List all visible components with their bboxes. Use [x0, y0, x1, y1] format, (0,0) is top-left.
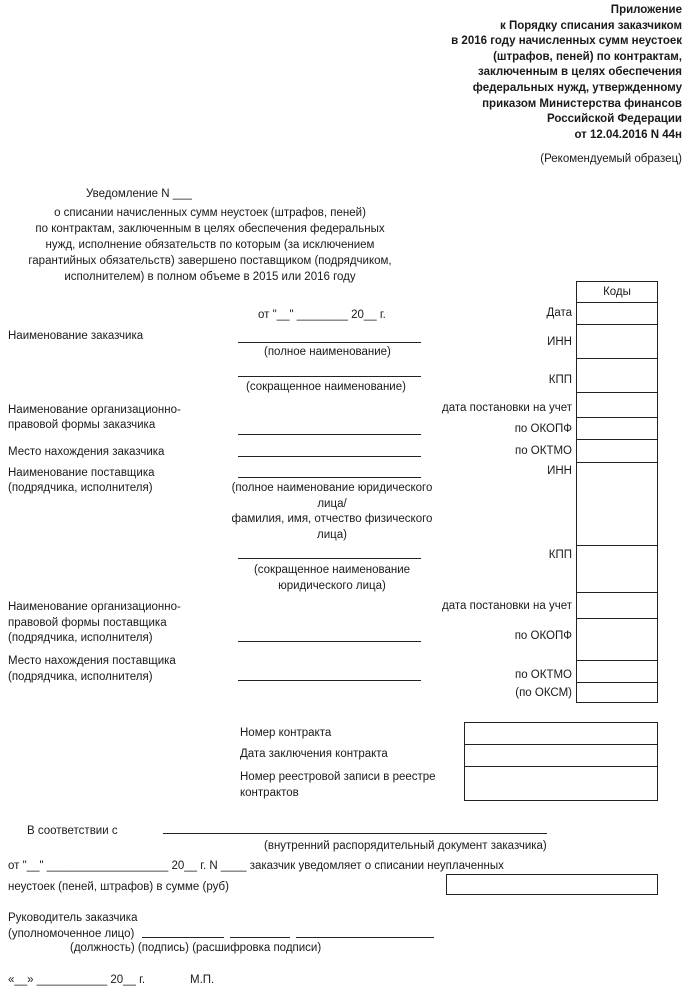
- codes-row-divider: [577, 618, 657, 619]
- appendix-line: в 2016 году начисленных сумм неустоек: [451, 35, 682, 48]
- notice-title: Уведомление N ___: [86, 188, 192, 200]
- label-line: Наименование организационно-: [8, 601, 181, 613]
- notice-date: от "__" ________ 20__ г.: [258, 309, 386, 321]
- customer-location-label: Место нахождения заказчика: [8, 446, 165, 458]
- customer-opf-label: [8, 403, 181, 433]
- short-name-caption: (сокращенное наименование): [246, 381, 406, 393]
- codes-row-divider: [577, 462, 657, 463]
- notice-line: нужд, исполнение обязательств по которым (за исключением: [45, 239, 375, 251]
- appendix-line: Российской Федерации: [546, 113, 682, 126]
- notice-line: гарантийных обязательств) завершено поставщиком (подрядчиком,: [28, 255, 392, 267]
- supplier-full-caption: [218, 481, 446, 543]
- code-label-inn: ИНН: [547, 336, 572, 348]
- supplier-short-name-line: [238, 558, 421, 559]
- label-line: Наименование поставщика: [8, 467, 155, 479]
- penalties-sum-box: [446, 874, 658, 895]
- appendix-line: заключенным в целях обеспечения: [478, 66, 682, 79]
- codes-row-divider: [577, 324, 657, 325]
- contract-number-label: Номер контракта: [240, 727, 332, 739]
- code-label-date: Дата: [546, 307, 572, 319]
- codes-header: Коды: [603, 286, 631, 298]
- caption-line: лица): [317, 528, 347, 541]
- supplier-location-line: [238, 680, 421, 681]
- appendix-line: федеральных нужд, утвержденному: [472, 81, 682, 94]
- code-label-okopf: по ОКОПФ: [514, 423, 572, 435]
- label-line: Руководитель заказчика: [8, 912, 138, 924]
- customer-location-line: [238, 456, 421, 457]
- label-line: (уполномоченное лицо): [8, 927, 135, 940]
- code-label-kpp: КПП: [548, 374, 572, 386]
- code-label-okopf-supplier: по ОКОПФ: [514, 630, 572, 642]
- label-line: (подрядчика, исполнителя): [8, 482, 153, 494]
- appendix-line: (штрафов, пеней) по контрактам,: [493, 50, 682, 63]
- codes-row-divider: [577, 417, 657, 418]
- full-name-caption: (полное наименование): [264, 346, 391, 358]
- internal-doc-caption: (внутренний распорядительный документ заказчика): [264, 840, 547, 852]
- codes-row-divider: [577, 392, 657, 393]
- notice-body: [10, 205, 410, 285]
- codes-row-divider: [577, 302, 657, 303]
- codes-row-divider: [577, 439, 657, 440]
- code-label-registration: дата постановки на учет: [442, 402, 572, 414]
- signature-line-decode: [296, 937, 434, 938]
- codes-row-divider: [577, 545, 657, 546]
- customer-opf-line: [238, 434, 421, 435]
- code-label-registration-supplier: дата постановки на учет: [442, 600, 572, 612]
- bottom-date: «__» ___________ 20__ г.: [8, 974, 146, 986]
- supplier-location-label: [8, 654, 176, 685]
- label-line: (подрядчика, исполнителя): [8, 670, 153, 683]
- supplier-short-caption: [218, 563, 446, 594]
- caption-line: (полное наименование юридического: [231, 482, 433, 494]
- code-label-kpp-supplier: КПП: [548, 549, 572, 561]
- appendix-header: [451, 3, 682, 143]
- label-line: Номер реестровой записи в реестре: [240, 771, 436, 783]
- notice-line: по контрактам, заключенным в целях обеспечения федеральных: [35, 223, 385, 235]
- codes-table: [576, 281, 658, 703]
- label-line: Место нахождения поставщика: [8, 655, 176, 667]
- caption-line: лица/: [317, 497, 347, 510]
- internal-doc-line: [163, 833, 547, 834]
- notification-line: от "__" ___________________ 20__ г. N ____ заказчик уведомляет о списании неуплаченных: [8, 860, 504, 872]
- label-line: правовой формы заказчика: [8, 419, 156, 431]
- caption-line: (сокращенное наименование: [253, 564, 411, 576]
- customer-full-name-line: [238, 342, 421, 343]
- codes-row-divider: [577, 358, 657, 359]
- contract-registry-label: [240, 769, 436, 801]
- supplier-full-name-line: [238, 477, 421, 478]
- head-label: [8, 911, 138, 942]
- label-line: контрактов: [240, 787, 299, 799]
- label-line: Наименование организационно-: [8, 404, 181, 416]
- codes-row-divider: [577, 660, 657, 661]
- label-line: правовой формы поставщика: [8, 616, 167, 629]
- supplier-opf-line: [238, 641, 421, 642]
- caption-line: фамилия, имя, отчество физического: [231, 513, 433, 525]
- label-line: (подрядчика, исполнителя): [8, 632, 153, 644]
- penalties-label: неустоек (пеней, штрафов) в сумме (руб): [8, 881, 229, 893]
- code-label-inn-supplier: ИНН: [547, 465, 572, 477]
- supplier-opf-label: [8, 600, 181, 647]
- code-label-oktmo-supplier: по ОКТМО: [514, 669, 572, 681]
- notice-line: исполнителем) в полном объеме в 2015 или 2016 году: [64, 271, 356, 283]
- codes-row-divider: [577, 592, 657, 593]
- notice-line: о списании начисленных сумм неустоек (штрафов, пеней): [54, 207, 366, 219]
- code-label-oktmo: по ОКТМО: [514, 445, 572, 457]
- appendix-line: от 12.04.2016 N 44н: [574, 128, 682, 141]
- contract-row-divider: [465, 766, 657, 767]
- contract-row-divider: [465, 744, 657, 745]
- contract-table: [464, 722, 658, 801]
- codes-row-divider: [577, 682, 657, 683]
- accordance-label: В соответствии с: [27, 825, 118, 837]
- code-label-oksm: (по ОКСМ): [515, 687, 572, 699]
- customer-name-label: Наименование заказчика: [8, 330, 144, 342]
- stamp-label: М.П.: [190, 974, 215, 986]
- contract-date-label: Дата заключения контракта: [240, 748, 388, 760]
- customer-short-name-line: [238, 376, 421, 377]
- appendix-line: Приложение: [610, 4, 682, 16]
- supplier-name-label: [8, 466, 155, 496]
- appendix-line: к Порядку списания заказчиком: [500, 19, 682, 32]
- signature-captions: (должность) (подпись) (расшифровка подписи): [70, 942, 322, 954]
- sample-note: (Рекомендуемый образец): [540, 153, 682, 165]
- signature-line-sign: [230, 937, 290, 938]
- signature-line-position: [142, 937, 224, 938]
- appendix-line: приказом Министерства финансов: [482, 97, 682, 110]
- caption-line: юридического лица): [278, 579, 386, 592]
